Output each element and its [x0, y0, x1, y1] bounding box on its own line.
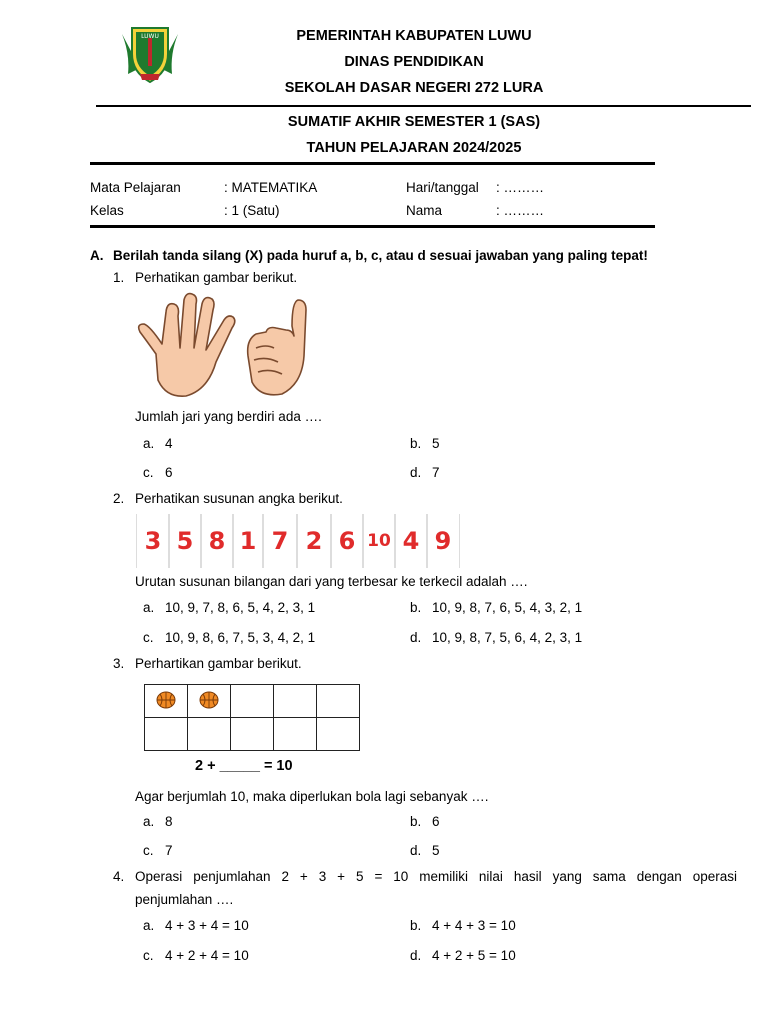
q3-option-c-letter[interactable]: c. [143, 843, 154, 858]
sequence-number: 9 [426, 514, 460, 568]
subject-value: : MATEMATIKA [224, 180, 318, 195]
q4-option-c-letter[interactable]: c. [143, 948, 154, 963]
ten-frame-cell [231, 718, 274, 751]
q2-question: Urutan susunan bilangan dari yang terbesar ke terkecil adalah …. [135, 574, 528, 589]
class-label: Kelas [90, 203, 124, 218]
class-value: : 1 (Satu) [224, 203, 280, 218]
name-label: Nama [406, 203, 443, 218]
header-line-3: SEKOLAH DASAR NEGERI 272 LURA [284, 80, 544, 96]
q4-number: 4. [113, 869, 125, 884]
ten-frame-cell [231, 685, 274, 718]
q3-equation: 2 + _____ = 10 [195, 758, 293, 774]
q1-option-b-text: 5 [432, 436, 440, 451]
q2-option-a-text: 10, 9, 7, 8, 6, 5, 4, 2, 3, 1 [165, 600, 316, 615]
q3-option-c-text: 7 [165, 843, 173, 858]
ten-frame [144, 684, 360, 751]
q3-question: Agar berjumlah 10, maka diperlukan bola lagi sebanyak …. [135, 789, 489, 804]
q4-option-d-letter[interactable]: d. [410, 948, 422, 963]
q2-option-d-text: 10, 9, 8, 7, 5, 6, 4, 2, 3, 1 [432, 630, 583, 645]
q3-prompt: Perhartikan gambar berikut. [135, 656, 302, 671]
name-value: : ……… [496, 203, 545, 218]
q3-option-a-text: 8 [165, 814, 173, 829]
header-line-2: DINAS PENDIDIKAN [344, 54, 484, 70]
q1-option-a-text: 4 [165, 436, 173, 451]
basketball-icon [199, 691, 219, 709]
q2-option-c-text: 10, 9, 8, 6, 7, 5, 3, 4, 2, 1 [165, 630, 316, 645]
header-line-1: PEMERINTAH KABUPATEN LUWU [296, 28, 532, 44]
q1-number: 1. [113, 270, 125, 285]
q1-option-b-letter[interactable]: b. [410, 436, 422, 451]
ten-frame-cell [188, 685, 231, 718]
ten-frame-cell [145, 685, 188, 718]
q1-option-a-letter[interactable]: a. [143, 436, 155, 451]
q2-prompt: Perhatikan susunan angka berikut. [135, 491, 343, 506]
ten-frame-cell [274, 718, 317, 751]
ten-frame-cell [317, 718, 360, 751]
ten-frame-cell [145, 718, 188, 751]
q3-number: 3. [113, 656, 125, 671]
sequence-number: 10 [362, 514, 396, 568]
q3-option-d-letter[interactable]: d. [410, 843, 422, 858]
q4-option-d-text: 4 + 2 + 5 = 10 [432, 948, 516, 963]
section-letter: A. [90, 248, 104, 263]
q4-option-a-text: 4 + 3 + 4 = 10 [165, 918, 249, 933]
q4-option-c-text: 4 + 2 + 4 = 10 [165, 948, 249, 963]
q4-prompt-line-2: penjumlahan …. [135, 892, 234, 907]
subject-label: Mata Pelajaran [90, 180, 181, 195]
q3-option-b-text: 6 [432, 814, 440, 829]
q3-option-d-text: 5 [432, 843, 440, 858]
logo-text: LUWU [141, 33, 159, 40]
q1-option-c-text: 6 [165, 465, 173, 480]
q1-option-c-letter[interactable]: c. [143, 465, 154, 480]
sequence-number: 5 [168, 514, 202, 568]
exam-title: SUMATIF AKHIR SEMESTER 1 (SAS) [287, 114, 541, 130]
ten-frame-cell [274, 685, 317, 718]
q2-option-b-letter[interactable]: b. [410, 600, 422, 615]
section-instruction: Berilah tanda silang (X) pada huruf a, b, c, atau d sesuai jawaban yang paling tepat! [113, 248, 648, 263]
q3-option-a-letter[interactable]: a. [143, 814, 155, 829]
sequence-number: 7 [262, 514, 298, 568]
sequence-number: 6 [330, 514, 364, 568]
exam-divider-bottom [90, 225, 655, 228]
date-value: : ……… [496, 180, 545, 195]
sequence-number: 4 [394, 514, 428, 568]
q1-option-d-letter[interactable]: d. [410, 465, 422, 480]
q4-option-a-letter[interactable]: a. [143, 918, 155, 933]
sequence-number: 1 [232, 514, 264, 568]
q2-option-a-letter[interactable]: a. [143, 600, 155, 615]
q2-number: 2. [113, 491, 125, 506]
q2-option-c-letter[interactable]: c. [143, 630, 154, 645]
header-divider [96, 105, 751, 107]
q1-question: Jumlah jari yang berdiri ada …. [135, 409, 322, 424]
q2-option-b-text: 10, 9, 8, 7, 6, 5, 4, 3, 2, 1 [432, 600, 583, 615]
q2-option-d-letter[interactable]: d. [410, 630, 422, 645]
ten-frame-cell [188, 718, 231, 751]
ten-frame-cell [317, 685, 360, 718]
q4-option-b-text: 4 + 4 + 3 = 10 [432, 918, 516, 933]
basketball-icon [156, 691, 176, 709]
exam-divider-top [90, 162, 655, 165]
sequence-number: 2 [296, 514, 332, 568]
q4-prompt-line-1: Operasi penjumlahan 2 + 3 + 5 = 10 memiliki nilai hasil yang sama dengan operasi [135, 869, 737, 884]
q1-prompt: Perhatikan gambar berikut. [135, 270, 298, 285]
date-label: Hari/tanggal [406, 180, 479, 195]
exam-year: TAHUN PELAJARAN 2024/2025 [306, 140, 522, 156]
q1-option-d-text: 7 [432, 465, 440, 480]
sequence-number: 8 [200, 514, 234, 568]
sequence-number: 3 [136, 514, 170, 568]
hands-image [136, 292, 310, 402]
q3-option-b-letter[interactable]: b. [410, 814, 422, 829]
q4-option-b-letter[interactable]: b. [410, 918, 422, 933]
